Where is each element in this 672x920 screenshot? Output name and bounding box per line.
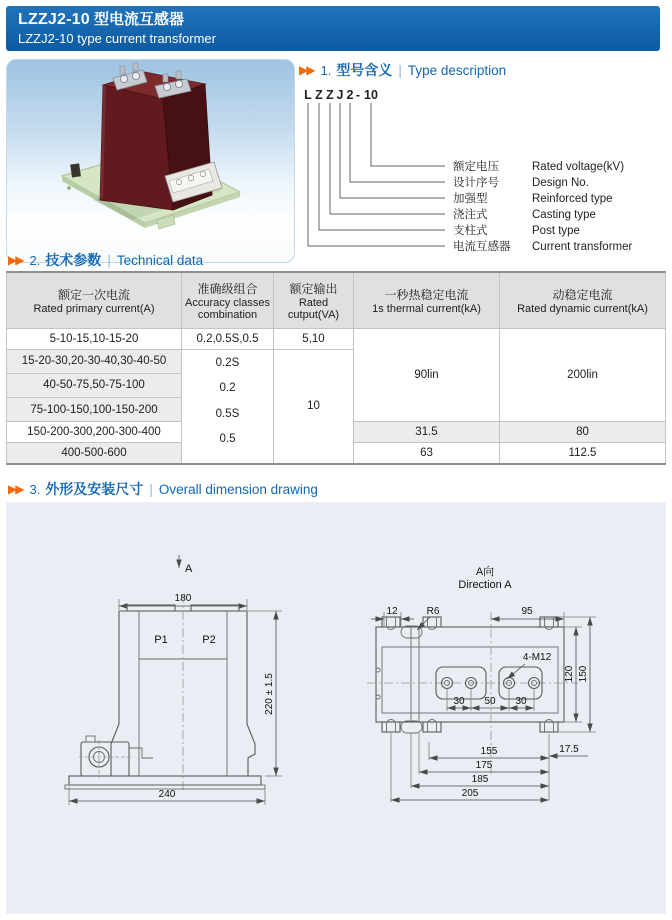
section-title-zh: 外形及安装尺寸	[45, 481, 144, 497]
terminal-bolt	[163, 83, 170, 90]
cell-output-merged: 10	[274, 349, 354, 464]
col-header-primary-current: 额定一次电流 Rated primary current(A)	[7, 272, 182, 328]
terminal-p1-label: P1	[154, 634, 168, 646]
side-bump	[376, 668, 380, 672]
cell-thermal: 31.5	[354, 422, 500, 442]
secondary-screw	[188, 175, 193, 180]
type-label-en: Post type	[532, 225, 580, 237]
foot-slot	[428, 617, 437, 630]
cell-primary: 40-50-75,50-75-100	[7, 373, 182, 397]
section-arrow-icon: ▶▶	[8, 482, 23, 496]
secondary-screw	[200, 171, 205, 176]
accuracy-line: 0.5	[219, 433, 236, 446]
type-label-zh: 设计序号	[453, 177, 499, 189]
dim-95: 95	[521, 606, 533, 617]
type-code-connector	[371, 103, 445, 166]
cell-primary: 75-100-150,100-150-200	[7, 398, 182, 422]
product-photo-illustration	[7, 60, 294, 262]
body-left-side	[111, 611, 119, 776]
section-title-zh: 型号含义	[336, 62, 393, 78]
terminal-bolt	[132, 72, 139, 79]
dim-120: 120	[564, 665, 575, 683]
dim-height: 220 ± 1.5	[264, 673, 275, 715]
type-label-en: Rated voltage(kV)	[532, 161, 625, 173]
cell-accuracy: 0.2,0.5S,0.5	[182, 328, 274, 349]
col-header-dynamic: 动稳定电流 Rated dynamic current(kA)	[500, 272, 666, 328]
type-label-en: Reinforced type	[532, 193, 613, 205]
cell-primary: 150-200-300,200-300-400	[7, 422, 182, 442]
cell-primary: 5-10-15,10-15-20	[7, 328, 182, 349]
col-header-output: 额定输出 Rated cutput(VA)	[274, 272, 354, 328]
dim-150: 150	[578, 665, 589, 683]
mounting-foot	[382, 617, 400, 627]
foot-slot	[387, 617, 396, 630]
dim-17-5: 17.5	[559, 744, 579, 755]
cell-primary: 400-500-600	[7, 442, 182, 463]
mounting-foot	[423, 722, 441, 732]
top-view-title-en: Direction A	[458, 579, 512, 591]
section-number: 1.	[320, 63, 332, 78]
section-arrow-icon: ▶▶	[8, 253, 23, 267]
type-label-en: Design No.	[532, 177, 589, 189]
type-label-zh: 额定电压	[453, 161, 499, 173]
board-screw	[67, 186, 71, 190]
section-title-zh: 技术参数	[45, 252, 102, 268]
page-title	[18, 10, 660, 30]
body-front-face	[100, 85, 173, 210]
product-photo	[6, 59, 295, 263]
section-arrow-icon: ▶▶	[299, 63, 314, 77]
type-label-zh: 电流互感器	[453, 241, 511, 253]
type-label-en: Current transformer	[532, 241, 633, 253]
accuracy-line: 0.5S	[215, 407, 240, 420]
type-code-connector	[340, 103, 445, 198]
accuracy-line: 0.2	[219, 382, 236, 395]
cell-dynamic: 80	[500, 422, 666, 442]
table-header-row	[7, 272, 666, 328]
dim-175: 175	[475, 760, 493, 771]
technical-data-table	[6, 271, 666, 465]
page-subtitle: LZZJ2-10 type current transformer	[18, 31, 216, 46]
mounting-foot	[540, 722, 558, 732]
accuracy-line: 0.2S	[215, 356, 240, 369]
type-label-en: Casting type	[532, 209, 596, 221]
top-view-drawing	[367, 564, 596, 802]
type-code-char: 2	[346, 88, 354, 102]
type-label-zh: 浇注式	[453, 209, 488, 221]
section-title-en: Overall dimension drawing	[158, 482, 318, 497]
section-number: 3.	[29, 482, 41, 497]
type-code-connector	[330, 103, 445, 214]
section-1-heading	[299, 60, 506, 80]
table-row	[7, 328, 666, 349]
dimension-drawings-panel	[6, 502, 666, 914]
section-number: 2.	[29, 253, 41, 268]
type-code-char: L	[304, 88, 312, 102]
heading-divider: |	[107, 253, 111, 268]
mounting-foot	[382, 722, 400, 732]
heading-divider: |	[398, 63, 402, 78]
foot-slot	[545, 720, 554, 733]
bracket-step	[129, 748, 153, 758]
terminal-stud	[133, 63, 138, 71]
bolt-spec-label: 4-M12	[522, 652, 552, 663]
type-code-char: -	[355, 88, 361, 102]
section-3-heading	[8, 479, 318, 499]
cell-primary: 15-20-30,20-30-40,30-40-50	[7, 349, 182, 373]
dimension-drawings	[6, 502, 666, 912]
model-code: LZZJ2-10	[18, 11, 90, 28]
section-title-en: Technical data	[116, 253, 204, 268]
cell-accuracy-merged	[182, 349, 274, 464]
dim-205: 205	[461, 788, 479, 799]
leader-line	[507, 664, 525, 679]
foot-slot	[428, 720, 437, 733]
mounting-foot	[540, 617, 558, 627]
type-code-char: Z	[315, 88, 323, 102]
heading-divider: |	[149, 482, 153, 497]
dim-50: 50	[484, 696, 496, 707]
cell-output: 5,10	[274, 328, 354, 349]
mounting-bracket	[81, 742, 129, 776]
cell-thermal-merged: 90lin	[354, 328, 500, 422]
cell-thermal: 63	[354, 442, 500, 463]
view-direction-label: A	[185, 563, 193, 575]
base-plate	[69, 776, 261, 785]
foot-slot	[387, 720, 396, 733]
type-code-char: 10	[364, 88, 378, 102]
cell-dynamic-merged: 200lin	[500, 328, 666, 422]
type-label-zh: 支柱式	[453, 225, 488, 237]
type-label-zh: 加强型	[453, 193, 488, 205]
oval-slot	[401, 721, 422, 733]
body-right-side	[247, 611, 255, 776]
board-component	[70, 163, 81, 177]
terminal-bolt	[120, 75, 127, 82]
dim-155: 155	[480, 746, 498, 757]
front-view-drawing	[65, 555, 282, 805]
side-bump	[376, 695, 380, 699]
bracket-bolt	[86, 736, 95, 742]
section-title-en: Type description	[407, 63, 507, 78]
secondary-screw	[176, 179, 181, 184]
col-header-thermal: 一秒热稳定电流 1s thermal current(kA)	[354, 272, 500, 328]
dim-30-left: 30	[453, 696, 465, 707]
type-code-connector	[308, 103, 445, 246]
terminal-stud	[176, 71, 181, 79]
col-header-accuracy: 准确级组合 Accuracy classes combination	[182, 272, 274, 328]
type-code-char: J	[336, 88, 344, 102]
top-view-title-zh: A向	[475, 566, 495, 578]
terminal-stud	[120, 66, 125, 74]
terminal-stud	[163, 74, 168, 82]
dim-185: 185	[471, 774, 489, 785]
title-chinese: 型电流互感器	[94, 11, 185, 28]
terminal-p2-label: P2	[202, 634, 216, 646]
dim-width-bottom: 240	[158, 789, 176, 800]
mounting-foot	[423, 617, 441, 627]
type-code-char: Z	[326, 88, 334, 102]
terminal-bolt	[175, 80, 182, 87]
section-2-heading	[8, 250, 203, 270]
dim-30-right: 30	[515, 696, 527, 707]
type-code-connector	[350, 103, 445, 182]
dim-width-top: 180	[174, 593, 192, 604]
dim-12: 12	[386, 606, 398, 617]
type-code-diagram	[295, 86, 672, 258]
cell-dynamic: 112.5	[500, 442, 666, 463]
radius-label: R6	[426, 606, 440, 617]
page-title-bar	[6, 6, 660, 51]
